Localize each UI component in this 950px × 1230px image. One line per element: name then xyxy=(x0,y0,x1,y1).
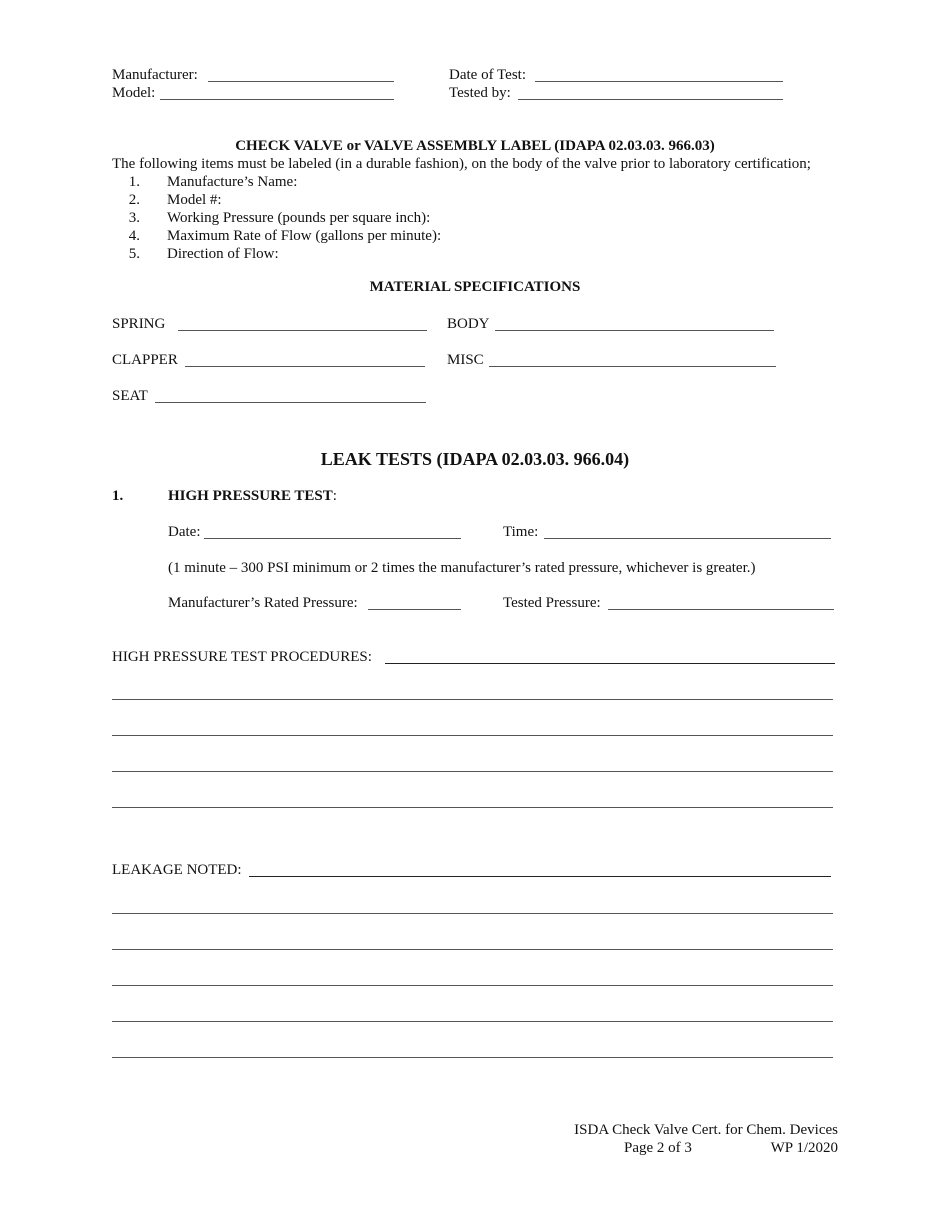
footer-doc-title: ISDA Check Valve Cert. for Chem. Devices xyxy=(574,1122,838,1138)
body-field[interactable] xyxy=(495,330,774,331)
model-field[interactable] xyxy=(160,99,394,100)
procedures-label: HIGH PRESSURE TEST PROCEDURES: xyxy=(112,649,372,665)
leakage-noted-label: LEAKAGE NOTED: xyxy=(112,862,242,878)
manufacturer-label: Manufacturer: xyxy=(112,67,198,83)
tested-by-field[interactable] xyxy=(518,99,783,100)
procedures-line[interactable] xyxy=(112,807,833,808)
footer-page-number: Page 2 of 3 xyxy=(624,1140,692,1156)
misc-label: MISC xyxy=(447,352,484,368)
procedures-line[interactable] xyxy=(112,735,833,736)
date-of-test-label: Date of Test: xyxy=(449,67,526,83)
list-item: 3. Working Pressure (pounds per square inch): xyxy=(128,210,431,226)
leakage-line[interactable] xyxy=(112,1021,833,1022)
list-item: 4. Maximum Rate of Flow (gallons per minute): xyxy=(128,228,442,244)
rated-pressure-label: Manufacturer’s Rated Pressure: xyxy=(168,595,358,611)
misc-field[interactable] xyxy=(489,366,776,367)
spring-field[interactable] xyxy=(178,330,427,331)
tested-by-label: Tested by: xyxy=(449,85,511,101)
test-time-field[interactable] xyxy=(544,538,831,539)
leakage-line[interactable] xyxy=(112,985,833,986)
spring-label: SPRING xyxy=(112,316,166,332)
seat-field[interactable] xyxy=(155,402,426,403)
procedures-field[interactable] xyxy=(385,663,835,664)
tested-pressure-field[interactable] xyxy=(608,609,834,610)
clapper-label: CLAPPER xyxy=(112,352,178,368)
list-item: 2. Model #: xyxy=(128,192,222,208)
rated-pressure-field[interactable] xyxy=(368,609,461,610)
high-pressure-test-title: HIGH PRESSURE TEST: xyxy=(168,488,337,504)
model-label: Model: xyxy=(112,85,156,101)
list-item: 5. Direction of Flow: xyxy=(128,246,279,262)
manufacturer-field[interactable] xyxy=(208,81,394,82)
test-time-label: Time: xyxy=(503,524,539,540)
item-number: 1. xyxy=(112,488,124,504)
label-section-intro: The following items must be labeled (in a durable fashion), on the body of the valve prior to laboratory certification; xyxy=(112,156,811,172)
date-of-test-field[interactable] xyxy=(535,81,783,82)
test-date-label: Date: xyxy=(168,524,201,540)
leakage-line[interactable] xyxy=(112,1057,833,1058)
pressure-note: (1 minute – 300 PSI minimum or 2 times the manufacturer’s rated pressure, whichever is greater.) xyxy=(168,560,756,576)
list-item: 1. Manufacture’s Name: xyxy=(128,174,298,190)
label-requirements-list xyxy=(112,173,441,263)
clapper-field[interactable] xyxy=(185,366,425,367)
body-label: BODY xyxy=(447,316,490,332)
tested-pressure-label: Tested Pressure: xyxy=(503,595,601,611)
footer-version: WP 1/2020 xyxy=(770,1140,838,1156)
label-section-heading: CHECK VALVE or VALVE ASSEMBLY LABEL (IDAPA 02.03.03. 966.03) xyxy=(235,138,715,154)
material-specs-heading: MATERIAL SPECIFICATIONS xyxy=(369,279,581,295)
leak-tests-heading: LEAK TESTS (IDAPA 02.03.03. 966.04) xyxy=(320,449,630,469)
leakage-line[interactable] xyxy=(112,913,833,914)
leakage-noted-field[interactable] xyxy=(249,876,831,877)
procedures-line[interactable] xyxy=(112,771,833,772)
test-date-field[interactable] xyxy=(204,538,461,539)
seat-label: SEAT xyxy=(112,388,148,404)
procedures-line[interactable] xyxy=(112,699,833,700)
leakage-line[interactable] xyxy=(112,949,833,950)
